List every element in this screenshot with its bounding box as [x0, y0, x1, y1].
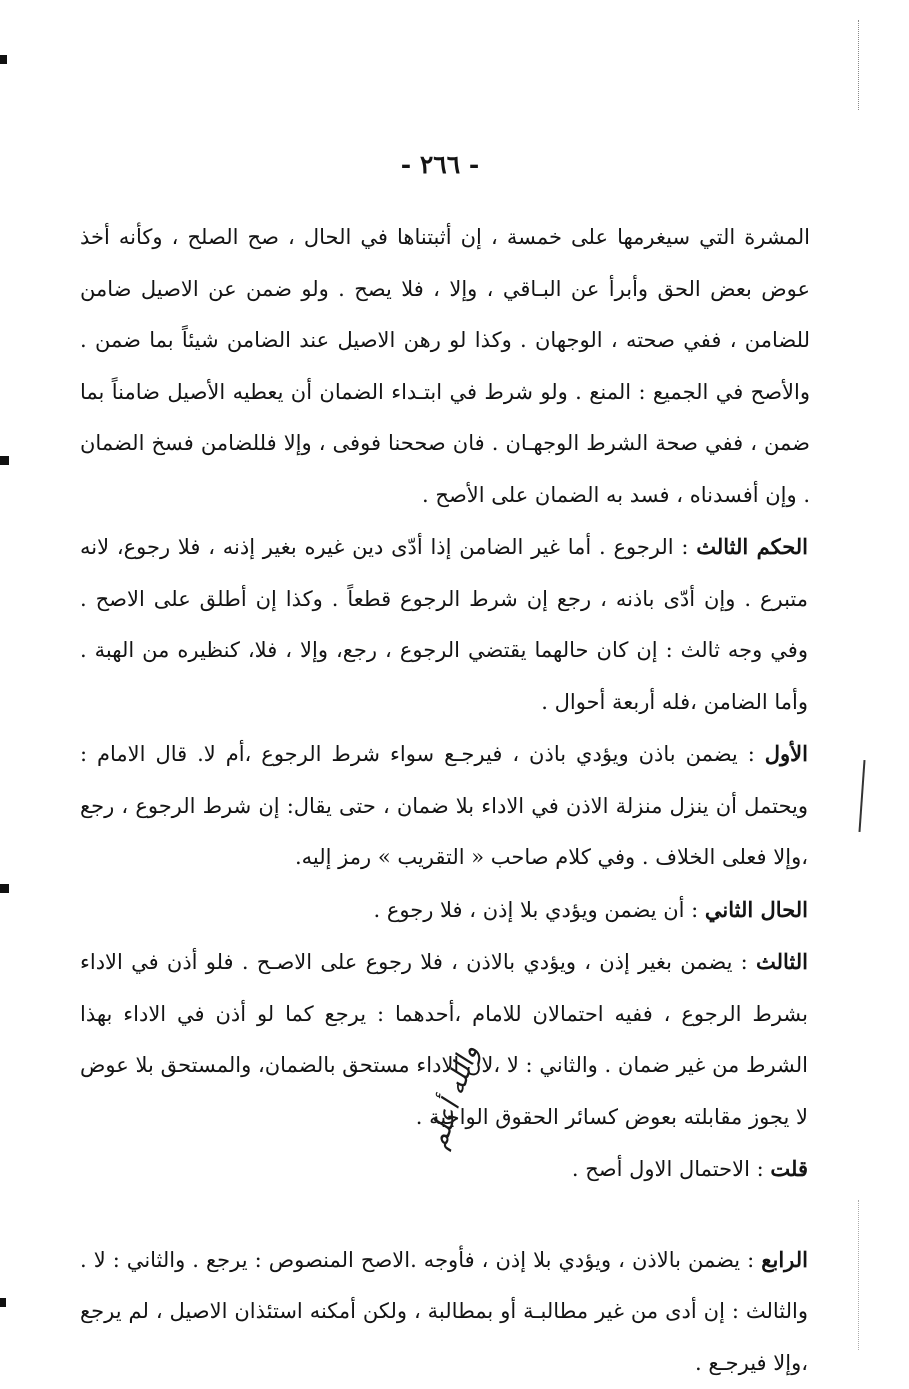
paragraph [80, 884, 810, 937]
paragraph-heading: الثالث [756, 949, 808, 974]
margin-mark [0, 1298, 6, 1307]
paragraph [80, 728, 810, 884]
page-number: - ٢٦٦ - [0, 150, 880, 179]
paragraph [80, 212, 810, 521]
paragraph-heading: الحال الثاني [705, 897, 808, 922]
paragraph-text: : أن يضمن ويؤدي بلا إذن ، فلا رجوع . [374, 898, 699, 922]
paragraph-heading: الرابع [761, 1247, 808, 1272]
margin-mark [0, 456, 9, 465]
paragraph-text: : يضمن باذن ويؤدي باذن ، فيرجـع سواء شرط الرجوع ،أم لا. قال الامام : ويحتمل أن ينزل منزلة الاذن في الاداء بلا ضمان ، حتى يقال: إن شرط الرجوع ، رجع ،وإلا فعلى الخلاف . وفي كلام صاحب « التقريب » رمز إليه. [80, 742, 808, 869]
spacer [80, 1196, 810, 1234]
handwritten-note: والله أعلم [423, 1041, 485, 1152]
paragraph-heading: الأول [765, 741, 808, 766]
margin-mark [0, 884, 9, 893]
paragraph-text: المشرة التي سيغرمها على خمسة ، إن أثبتناها في الحال ، صح الصلح ، وكأنه أخذ عوض بعض الحق وأبرأ عن البـاقي ، وإلا ، فلا يصح . ولو ضمن عن الاصيل ضامن للضامن ، ففي صحته ، الوجهان . وكذا لو رهن الاصيل عند الضامن شيئاً بما ضمن . والأصح في الجميع : المنع . ولو شرط في ابتـداء الضمان أن يعطيه الأصيل ضامناً بما ضمن ، ففي صحة الشرط الوجهـان . فان صححنا فوفى ، وإلا فللضامن فسخ الضمان . وإن أفسدناه ، فسد به الضمان على الأصح . [80, 225, 810, 507]
body-text [80, 212, 810, 1389]
scan-edge-line [858, 20, 859, 110]
scan-edge-line [858, 1200, 859, 1350]
paragraph-text: : الاحتمال الاول أصح . [572, 1157, 764, 1181]
paragraph [80, 1234, 810, 1389]
paragraph-text: : الرجوع . أما غير الضامن إذا أدّى دين غيره بغير إذنه ، فلا رجوع، لانه متبرع . وإن أدّى باذنه ، رجع إن شرط الرجوع قطعاً . وكذا إن أطلق على الاصح . وفي وجه ثالث : إن كان حالهما يقتضي الرجوع ، رجع، وإلا ، فلا، كنظيره من الهبة . وأما الضامن ،فله أربعة أحوال . [80, 535, 808, 714]
margin-mark [0, 55, 7, 64]
paragraph-text: : يضمن بالاذن ، ويؤدي بلا إذن ، فأوجه .الاصح المنصوص : يرجع . والثاني : لا . والثالث : إن أدى من غير مطالبـة أو بمطالبة ، ولكن أمكنه استئذان الاصيل ، لم يرجع ،وإلا فيرجـع . [80, 1248, 808, 1375]
paragraph [80, 521, 810, 728]
paragraph-heading: قلت [770, 1156, 808, 1181]
paragraph-text: : يضمن بغير إذن ، ويؤدي بالاذن ، فلا رجوع على الاصـح . فلو أذن في الاداء بشرط الرجوع ، ففيه احتمالان للامام ،أحدهما : يرجع كما لو أذن في الاداء بهذا الشرط من غير ضمان . والثاني : لا ،لان الاداء مستحق بالضمان، والمستحق بلا عوض لا يجوز مقابلته بعوض كسائر الحقوق الواجبة . [80, 950, 808, 1129]
paragraph-heading: الحكم الثالث [696, 534, 808, 559]
pen-stroke-mark [858, 760, 865, 832]
